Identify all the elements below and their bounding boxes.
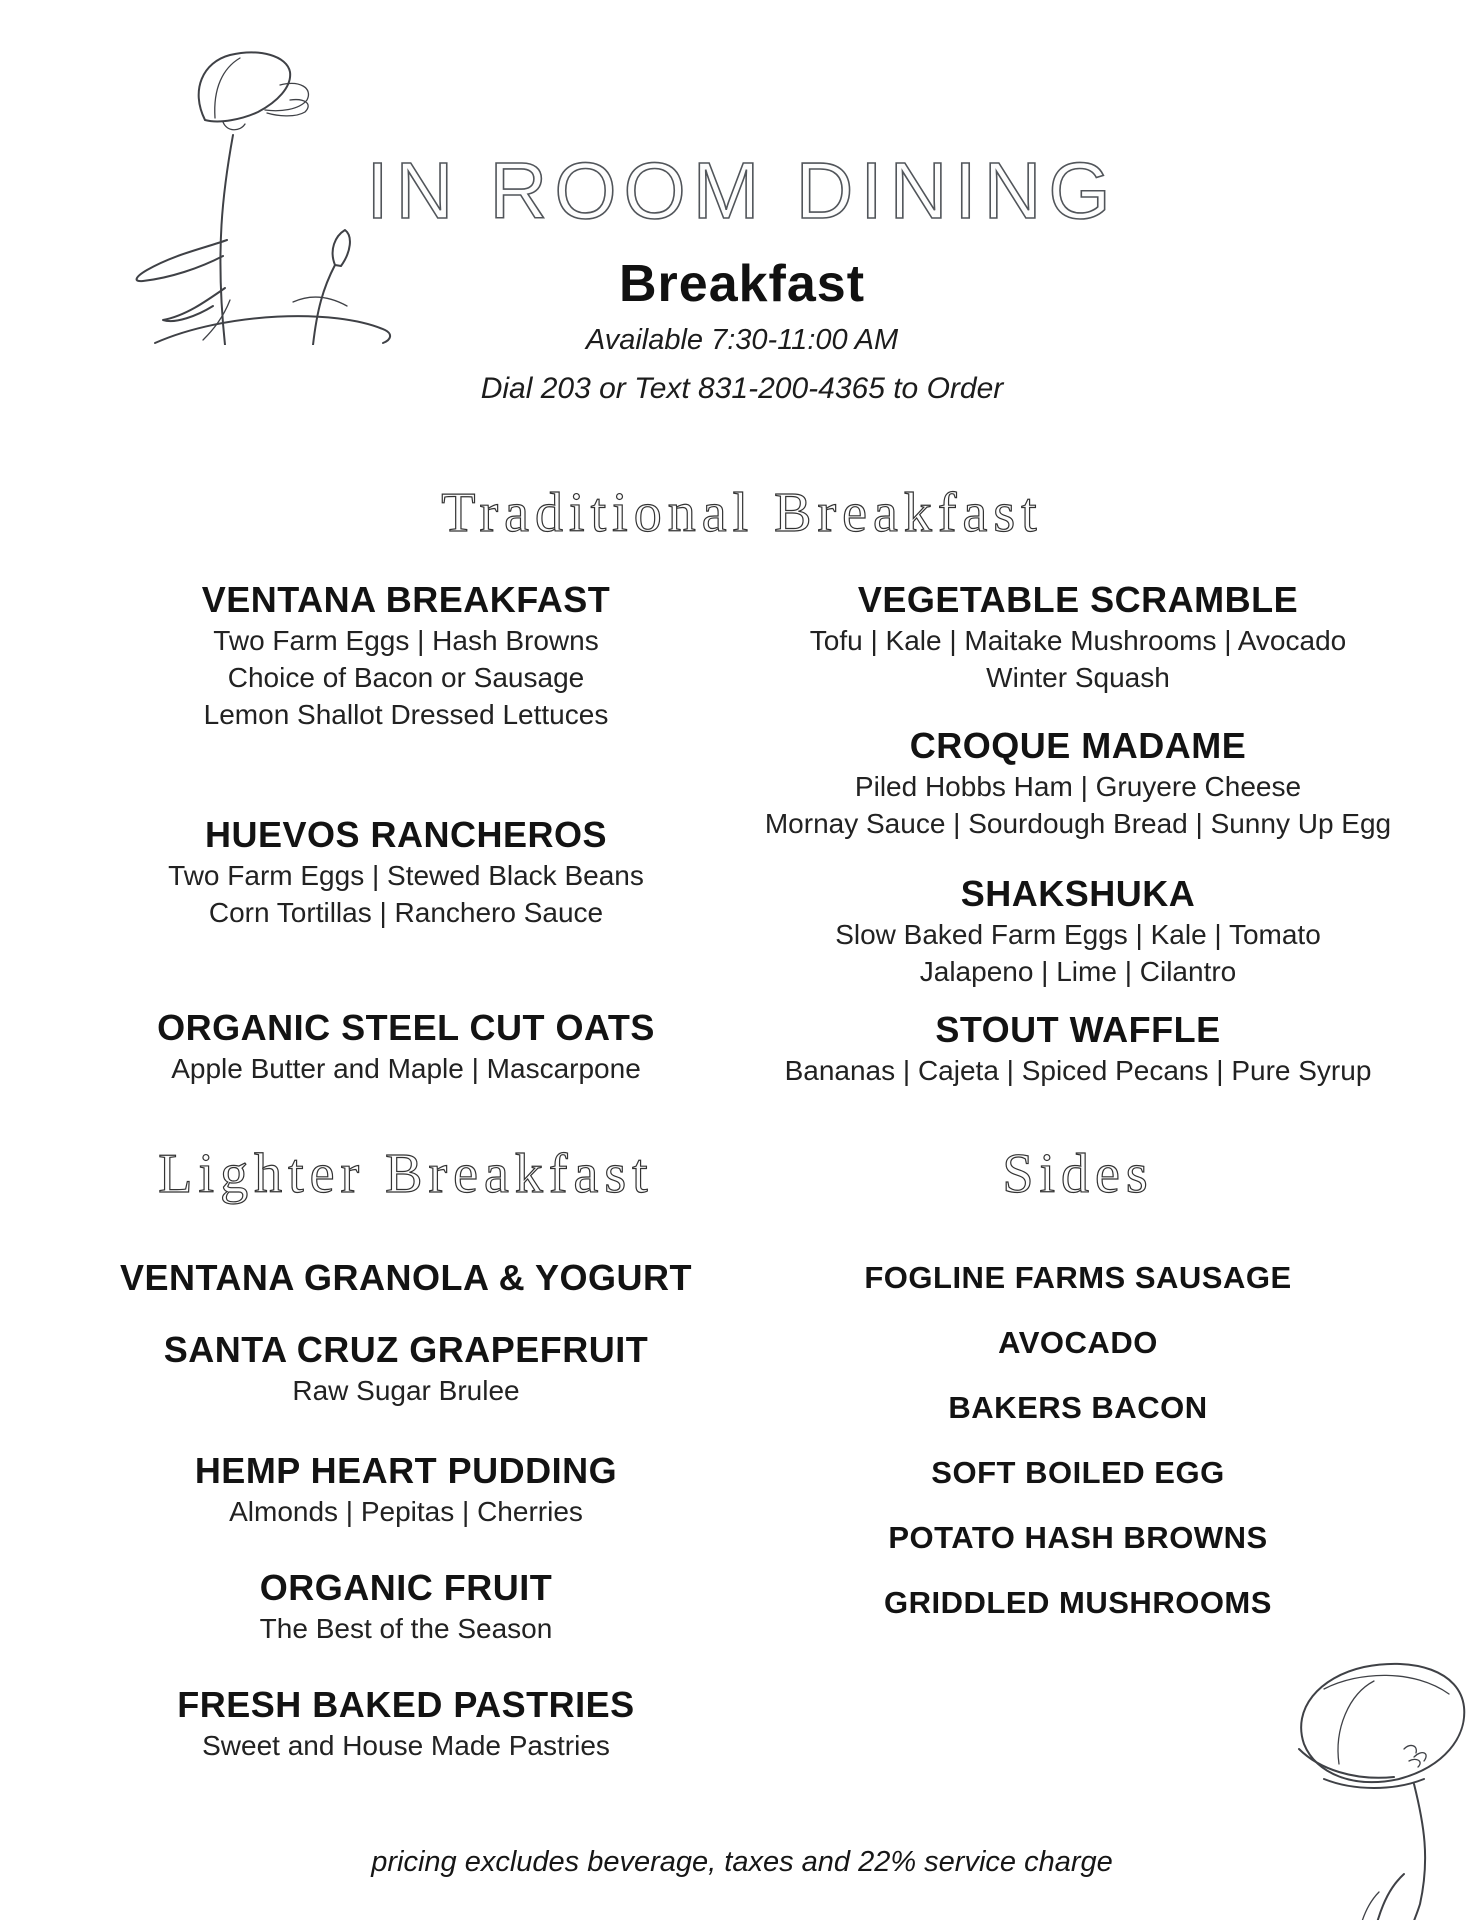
menu-name: Breakfast [618, 255, 866, 313]
item-name: VEGETABLE SCRAMBLE [857, 579, 1299, 620]
menu-item [70, 1566, 742, 1647]
menu-item [742, 724, 1414, 842]
menu-item [742, 872, 1414, 990]
item-name: STOUT WAFFLE [935, 1009, 1221, 1050]
item-name: AVOCADO [998, 1325, 1158, 1360]
section-heading-sides: Sides [1002, 1143, 1154, 1205]
lighter-breakfast-section [70, 1142, 742, 1764]
menu-item [70, 1449, 742, 1530]
item-name: VENTANA BREAKFAST [201, 579, 611, 620]
menu-item [742, 1008, 1414, 1089]
section-heading-traditional: Traditional Breakfast [441, 482, 1043, 544]
menu-header [0, 0, 1484, 408]
menu-item [70, 1256, 742, 1300]
item-desc: The Best of the Season [259, 1613, 553, 1644]
traditional-columns [0, 578, 1484, 1089]
item-name: VENTANA GRANOLA & YOGURT [119, 1257, 692, 1298]
item-desc: Bananas | Cajeta | Spiced Pecans | Pure Syrup [784, 1055, 1372, 1086]
availability-hours: Available 7:30-11:00 AM [585, 324, 899, 356]
traditional-left-column [70, 578, 742, 1089]
item-name: HEMP HEART PUDDING [194, 1450, 618, 1491]
menu-item [70, 1328, 742, 1409]
menu-item [742, 1518, 1414, 1558]
section-heading-lighter: Lighter Breakfast [158, 1143, 654, 1205]
menu-item [70, 813, 742, 931]
item-name: FOGLINE FARMS SAUSAGE [864, 1260, 1292, 1295]
item-name: BAKERS BACON [948, 1390, 1208, 1425]
item-name: HUEVOS RANCHEROS [204, 814, 608, 855]
pricing-disclaimer: pricing excludes beverage, taxes and 22% service charge [371, 1846, 1113, 1878]
item-name: ORGANIC FRUIT [259, 1567, 553, 1608]
item-desc: Two Farm Eggs | Hash Browns [213, 625, 599, 656]
item-name: SOFT BOILED EGG [931, 1455, 1225, 1490]
sides-section [742, 1142, 1414, 1764]
item-desc: Piled Hobbs Ham | Gruyere Cheese [854, 771, 1302, 802]
item-desc: Choice of Bacon or Sausage [227, 662, 585, 693]
traditional-right-column [742, 578, 1414, 1089]
item-desc: Winter Squash [986, 662, 1170, 693]
item-name: GRIDDLED MUSHROOMS [884, 1585, 1272, 1620]
item-name: ORGANIC STEEL CUT OATS [157, 1007, 655, 1048]
menu-item [742, 1258, 1414, 1298]
item-name: CROQUE MADAME [909, 725, 1247, 766]
menu-item [742, 1323, 1414, 1363]
item-desc: Sweet and House Made Pastries [202, 1730, 610, 1761]
menu-item [70, 578, 742, 733]
menu-item [742, 1453, 1414, 1493]
item-desc: Apple Butter and Maple | Mascarpone [171, 1053, 641, 1084]
page-title: IN ROOM DINING [366, 146, 1118, 235]
item-desc: Slow Baked Farm Eggs | Kale | Tomato [835, 919, 1321, 950]
item-desc: Two Farm Eggs | Stewed Black Beans [168, 860, 644, 891]
order-instructions: Dial 203 or Text 831-200-4365 to Order [480, 372, 1004, 405]
item-desc: Lemon Shallot Dressed Lettuces [203, 699, 609, 730]
item-name: FRESH BAKED PASTRIES [177, 1684, 635, 1725]
menu-item [742, 1583, 1414, 1623]
menu-item [70, 1683, 742, 1764]
lower-sections [0, 1142, 1484, 1764]
item-desc: Raw Sugar Brulee [292, 1375, 520, 1406]
item-desc: Jalapeno | Lime | Cilantro [919, 956, 1237, 987]
item-desc: Tofu | Kale | Maitake Mushrooms | Avocado [809, 625, 1347, 656]
item-desc: Corn Tortillas | Ranchero Sauce [208, 897, 604, 928]
menu-item [742, 578, 1414, 696]
item-name: SHAKSHUKA [960, 873, 1196, 914]
item-desc: Almonds | Pepitas | Cherries [229, 1496, 583, 1527]
item-name: SANTA CRUZ GRAPEFRUIT [163, 1329, 649, 1370]
menu-item [70, 1006, 742, 1087]
item-name: POTATO HASH BROWNS [888, 1520, 1268, 1555]
menu-item [742, 1388, 1414, 1428]
item-desc: Mornay Sauce | Sourdough Bread | Sunny Up Egg [764, 808, 1392, 839]
